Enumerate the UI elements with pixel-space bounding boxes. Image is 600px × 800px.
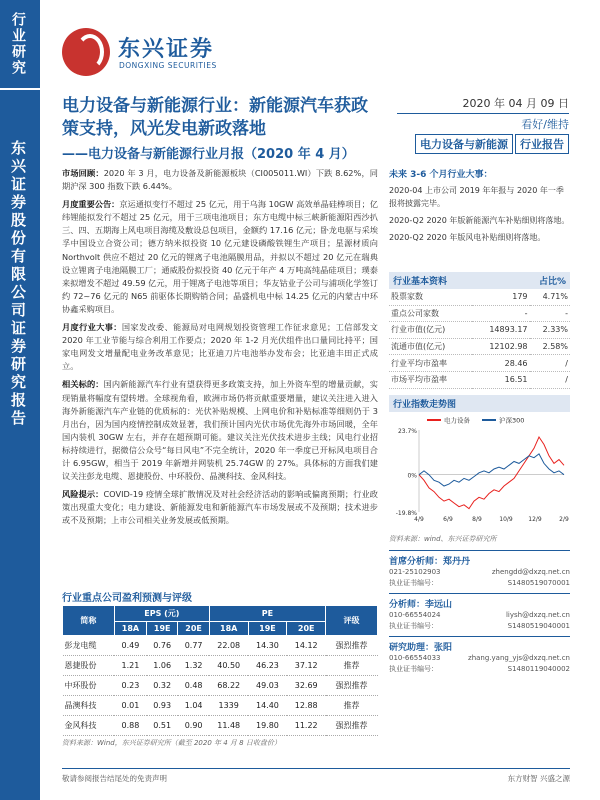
sidebar-top — [0, 0, 40, 90]
market-cell-label: 市场平均市盈率 — [389, 371, 472, 388]
event-item: 2020-04 上市公司 2019 年年报与 2020 年一季报将披露完毕。 — [389, 186, 564, 208]
y-tick-label: 0% — [407, 472, 417, 480]
related-stocks-head: 相关标的： — [62, 379, 104, 390]
value-cell: 14.30 — [248, 636, 287, 656]
risk-warning-text: COVID-19 疫情全球扩散情况及对社会经济活动的影响或偏离预期；行业政策出现重大变化；电力建设、新能源发电和新能源汽车市场发展或不及预期；技术进步或不及预期；上市公司相关业务发展或低预期。 — [62, 489, 378, 526]
rating-cell: 推荐 — [326, 656, 378, 676]
market-row — [389, 305, 570, 322]
value-cell: 46.23 — [248, 656, 287, 676]
value-cell: 0.48 — [178, 676, 209, 696]
value-cell: 0.76 — [147, 636, 178, 656]
value-cell: 14.12 — [287, 636, 326, 656]
chart-header — [389, 395, 570, 412]
analyst-row — [389, 610, 570, 621]
market-cell-value: 179 — [472, 289, 530, 305]
footer — [62, 768, 570, 784]
year-head: 18A — [209, 622, 248, 636]
analyst-row — [389, 621, 570, 632]
value-cell: 1.32 — [178, 656, 209, 676]
sidebar — [0, 0, 40, 800]
col-name-head: 简称 — [63, 606, 115, 636]
analyst-cert-label: 执业证书编号： — [389, 621, 438, 630]
company-name: 恩捷股份 — [63, 656, 115, 676]
event-item: 2020-Q2 2020 年版新能源汽车补贴细则将落地。 — [389, 216, 570, 225]
company-name: 中环股份 — [63, 676, 115, 696]
tag-industry: 电力设备与新能源 — [415, 134, 513, 154]
footer-disclaimer: 敬请参阅报告结尾处的免责声明 — [62, 774, 167, 783]
rating-cell: 强烈推荐 — [326, 716, 378, 736]
analyst-name: 研究助理：张阳 — [389, 636, 570, 653]
market-cell-value: - — [472, 305, 530, 322]
value-cell: 19.80 — [248, 716, 287, 736]
analyst-cert: S1480519040001 — [507, 621, 570, 630]
year-head: 20E — [178, 622, 209, 636]
announcements — [62, 198, 378, 316]
y-tick-label: -19.8% — [395, 509, 417, 517]
market-cell-pct: 2.58% — [530, 338, 570, 355]
chart-title: 行业指数走势图 — [393, 399, 457, 410]
market-row — [389, 289, 570, 305]
company-name: 晶澳科技 — [63, 696, 115, 716]
table-row — [63, 716, 378, 736]
table-row — [63, 656, 378, 676]
market-data-title: 行业基本资料 — [393, 277, 448, 287]
market-cell-label: 重点公司家数 — [389, 305, 472, 322]
analyst-cert: S1480119040002 — [507, 664, 570, 673]
col-pe-head: PE — [209, 606, 325, 622]
market-cell-pct: / — [530, 355, 570, 372]
announcements-text: 京运通拟变行不超过 25 亿元，用于乌海 10GW 高效单晶硅棒项目；亿纬锂能拟发行不超过 25 亿元，用于三项电池项目；东方电缆中标三峡新能源阳西沙扒三、四、五期海上风电项目海缆及敷设总包项目，金额约 17.16 亿元；卧龙电驱与采埃孚中国设立合资公司；德方纳米拟投资 10 亿元建设磷酸铁锂生产项目；星源材质向 Northvolt 供应不超过 20 亿元的锂离子电池隔膜用品，并拟以不超过 20 亿元在瑞典设立锂离子电池隔膜工厂；通威股份拟投资 40 亿元于年产 4 万吨高纯晶硅项目；璞泰来拟增发不超过 49.59 亿元，用于锂离子电池等项目；华友钴业子公司与浦项化学签订约 72~76 亿元的 N65 前驱体长期购销合同；晶盛机电中标 14.25 亿元的内蒙古中环协鑫采购项目。 — [62, 199, 378, 314]
event-item: 2020-Q2 2020 年版风电补贴细则将落地。 — [389, 233, 546, 242]
forecast-table — [62, 605, 378, 736]
value-cell: 1.21 — [114, 656, 146, 676]
risk-warning — [62, 488, 378, 527]
value-cell: 11.22 — [287, 716, 326, 736]
events-list — [389, 184, 570, 244]
market-review — [62, 167, 378, 193]
market-cell-label: 行业平均市盈率 — [389, 355, 472, 372]
industry-events — [62, 321, 378, 373]
value-cell: 37.12 — [287, 656, 326, 676]
x-tick-label: 12/9 — [528, 515, 542, 523]
analyst-row — [389, 664, 570, 675]
series-line — [419, 453, 564, 485]
value-cell: 0.77 — [178, 636, 209, 656]
table-row — [63, 696, 378, 716]
summary-column — [62, 167, 378, 532]
year-head: 19E — [147, 622, 178, 636]
value-cell: 0.23 — [114, 676, 146, 696]
col-rating-head: 评级 — [326, 606, 378, 636]
logo — [62, 28, 222, 78]
value-cell: 0.90 — [178, 716, 209, 736]
value-cell: 32.69 — [287, 676, 326, 696]
table-source: 资料来源：Wind，东兴证券研究所（截至 2020 年 4 月 8 日收盘价） — [62, 739, 281, 747]
y-tick-label: 23.7% — [397, 427, 417, 435]
market-data-table — [389, 289, 570, 389]
x-tick-label: 8/9 — [472, 515, 482, 523]
value-cell: 12.88 — [287, 696, 326, 716]
market-cell-value: 16.51 — [472, 371, 530, 388]
logo-cn: 东兴证券 — [118, 37, 215, 62]
events-title: 未来 3-6 个月行业大事： — [389, 170, 493, 180]
value-cell: 1.06 — [147, 656, 178, 676]
rating-cell: 推荐 — [326, 696, 378, 716]
value-cell: 0.88 — [114, 716, 146, 736]
market-cell-label: 行业市值(亿元) — [389, 322, 472, 339]
value-cell: 0.49 — [114, 636, 146, 656]
analyst-phone: 010-66554024 — [389, 610, 441, 619]
year-head: 20E — [287, 622, 326, 636]
analyst-row — [389, 578, 570, 589]
value-cell: 1339 — [209, 696, 248, 716]
analyst-cert-label: 执业证书编号： — [389, 578, 438, 587]
market-row — [389, 338, 570, 355]
index-chart-section — [389, 395, 570, 544]
x-tick-label: 2/9 — [559, 515, 569, 523]
market-data-header — [389, 272, 570, 289]
col-eps-head: EPS (元) — [114, 606, 209, 622]
rating: 看好/维持 — [521, 118, 569, 131]
market-cell-pct: - — [530, 305, 570, 322]
analyst-email: zhang.yang_yjs@dxzq.net.cn — [468, 653, 570, 662]
value-cell: 40.50 — [209, 656, 248, 676]
analyst-email: liysh@dxzq.net.cn — [505, 610, 570, 619]
market-row — [389, 355, 570, 372]
risk-warning-head: 风险提示： — [62, 489, 104, 500]
table-row — [63, 676, 378, 696]
analyst-cert: S1480519070001 — [507, 578, 570, 587]
logo-mark-icon — [62, 28, 110, 76]
value-cell: 22.08 — [209, 636, 248, 656]
value-cell: 0.93 — [147, 696, 178, 716]
related-stocks — [62, 378, 378, 483]
industry-events-text: 国家发改委、能源局对电网规划投资管理工作征求意见；工信部发文 2020 年工业节能与综合利用工作要点；2020 年 1-2 月光伏组件出口量同比持平；国家电网发文增量配电业务改革意见；比亚迪刀片电池举办发布会；比亚迪丰田正式成立。 — [62, 322, 378, 372]
page-title: 电力设备与新能源行业：新能源汽车获政策支持，风光发电新政落地 — [62, 96, 368, 139]
value-cell: 0.51 — [147, 716, 178, 736]
tag-type: 行业报告 — [515, 134, 569, 154]
market-cell-value: 14893.17 — [472, 322, 530, 339]
market-cell-pct: / — [530, 371, 570, 388]
analyst-phone: 010-66554033 — [389, 653, 441, 662]
legend-label: 沪深300 — [499, 416, 525, 425]
footer-slogan: 东方财智 兴盛之源 — [507, 774, 570, 783]
table-row — [63, 636, 378, 656]
analyst-name: 分析师：李远山 — [389, 593, 570, 610]
value-cell: 14.40 — [248, 696, 287, 716]
x-tick-label: 6/9 — [443, 515, 453, 523]
sidebar-top-label: 行业研究 — [10, 12, 26, 76]
industry-events-head: 月度行业大事： — [62, 322, 122, 333]
sidebar-main-label: 东兴证券股份有限公司证券研究报告 — [9, 140, 27, 428]
analysts — [389, 550, 570, 675]
analyst-cert-label: 执业证书编号： — [389, 664, 438, 673]
rating-cell: 强烈推荐 — [326, 636, 378, 656]
market-review-head: 市场回顾： — [62, 168, 104, 178]
market-cell-label: 股票家数 — [389, 289, 472, 305]
analyst-email: zhengdd@dxzq.net.cn — [491, 567, 570, 576]
analyst-row — [389, 567, 570, 578]
market-review-text: 2020 年 3 月，电力设备及新能源板块（CI005011.WI）下跌 8.62%，同期沪深 300 指数下跌 6.44%。 — [62, 168, 378, 192]
report-date: 2020 年 04 月 09 日 — [397, 95, 569, 114]
logo-en: DONGXING SECURITIES — [119, 61, 217, 70]
year-head: 19E — [248, 622, 287, 636]
market-cell-value: 28.46 — [472, 355, 530, 372]
x-tick-label: 10/9 — [499, 515, 513, 523]
report-tags — [397, 134, 569, 154]
index-chart — [389, 412, 570, 530]
value-cell: 11.48 — [209, 716, 248, 736]
table-title: 行业重点公司盈利预测与评级 — [62, 593, 192, 604]
announcements-head: 月度重要公告： — [62, 199, 120, 210]
market-cell-pct: 4.71% — [530, 289, 570, 305]
value-cell: 49.03 — [248, 676, 287, 696]
legend-label: 电力设备 — [444, 416, 470, 425]
market-row — [389, 322, 570, 339]
year-head: 18A — [114, 622, 146, 636]
x-tick-label: 4/9 — [414, 515, 424, 523]
related-stocks-text: 国内新能源汽车行业有望获得更多政策支持，加上外资车型的增量贡献，实现销量将幅度有望转增。全球视角看，欧洲市场仍将贡献重要增量，建议关注进入进入海外新能源汽车产业链的优质标的：光伏补贴规模、上网电价和补贴标准等细则仍于 3 月出台，因为国内疫情控制成效显著，我们预计国内光伏市场优先海外市场回暖，全年国内装机 30GW 左右，并存在超预期可能。建议关注光伏技术进步主线；风电行业招标持续进行，据微信公众号“每日风电”不完全统计，2020 年一季度已开标风电项目合计 6.95GW，相当于 2019 年新增并网装机 25.74GW 的 27%。具体标的方面我们建议关注彭龙电缆、恩捷股份、中环股份、晶澳科技、金风科技。 — [62, 379, 378, 482]
chart-source: 资料来源：wind、东兴证券研究所 — [389, 534, 497, 543]
report-meta — [397, 95, 569, 154]
value-cell: 68.22 — [209, 676, 248, 696]
analyst-phone: 021-25102903 — [389, 567, 441, 576]
info-column — [389, 167, 570, 675]
market-data-pct-head: 占比% — [538, 277, 566, 287]
company-name: 金风科技 — [63, 716, 115, 736]
series-line — [419, 437, 564, 509]
market-cell-value: 12102.98 — [472, 338, 530, 355]
rating-cell: 强烈推荐 — [326, 676, 378, 696]
company-name: 彭龙电缆 — [63, 636, 115, 656]
market-row — [389, 371, 570, 388]
market-cell-label: 流通市值(亿元) — [389, 338, 472, 355]
value-cell: 0.32 — [147, 676, 178, 696]
value-cell: 1.04 — [178, 696, 209, 716]
page-subtitle: ——电力设备与新能源行业月报（2020 年 4 月） — [62, 147, 355, 162]
analyst-name: 首席分析师：郑丹丹 — [389, 550, 570, 567]
value-cell: 0.01 — [114, 696, 146, 716]
analyst-row — [389, 653, 570, 664]
market-cell-pct: 2.33% — [530, 322, 570, 339]
